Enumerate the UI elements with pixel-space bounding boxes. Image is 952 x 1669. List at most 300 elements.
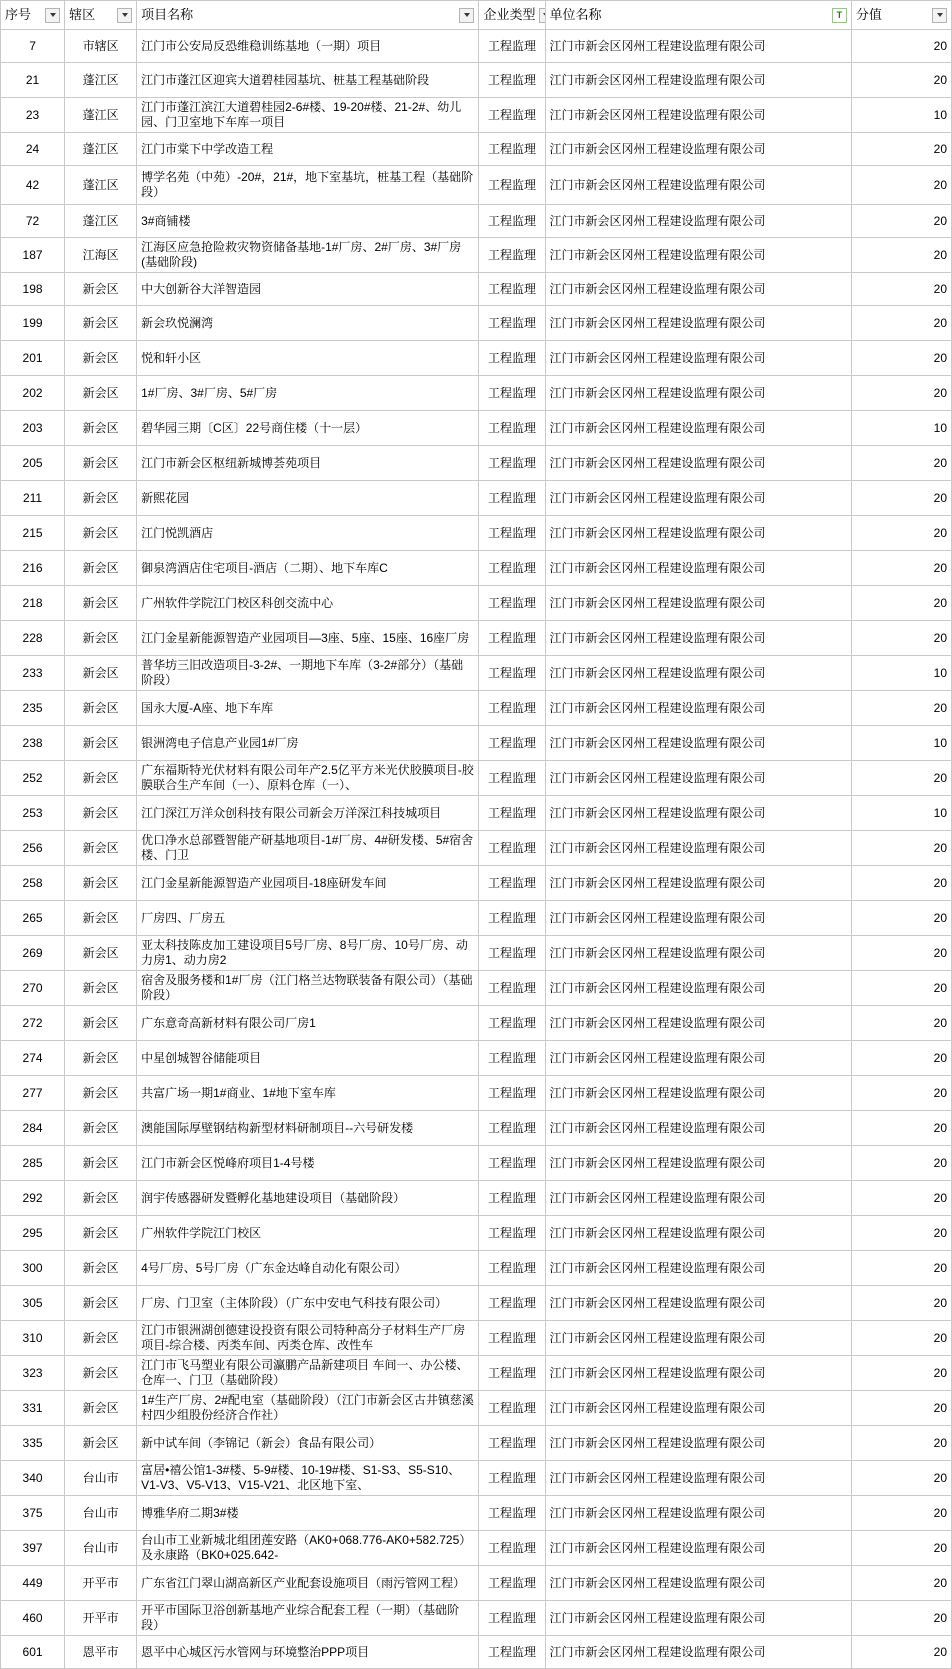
cell-district[interactable]: 台山市: [65, 1531, 137, 1566]
cell-enterprise-type[interactable]: 工程监理: [479, 446, 545, 481]
cell-enterprise-type[interactable]: 工程监理: [479, 656, 545, 691]
cell-unit-name[interactable]: 江门市新会区冈州工程建设监理有限公司: [545, 656, 851, 691]
cell-enterprise-type[interactable]: 工程监理: [479, 1566, 545, 1601]
cell-score[interactable]: 20: [851, 1111, 951, 1146]
cell-seq[interactable]: 215: [1, 516, 65, 551]
cell-unit-name[interactable]: 江门市新会区冈州工程建设监理有限公司: [545, 936, 851, 971]
cell-unit-name[interactable]: 江门市新会区冈州工程建设监理有限公司: [545, 1426, 851, 1461]
cell-project-name[interactable]: [137, 691, 479, 726]
cell-district[interactable]: 新会区: [65, 1006, 137, 1041]
cell-enterprise-type[interactable]: 工程监理: [479, 1251, 545, 1286]
cell-enterprise-type[interactable]: 工程监理: [479, 1041, 545, 1076]
cell-district[interactable]: 新会区: [65, 726, 137, 761]
table-row[interactable]: [1, 726, 952, 761]
cell-enterprise-type[interactable]: 工程监理: [479, 831, 545, 866]
cell-district[interactable]: 新会区: [65, 376, 137, 411]
cell-enterprise-type[interactable]: 工程监理: [479, 796, 545, 831]
cell-district[interactable]: 江海区: [65, 238, 137, 273]
cell-score[interactable]: 10: [851, 656, 951, 691]
cell-district[interactable]: 开平市: [65, 1601, 137, 1636]
cell-district[interactable]: 新会区: [65, 411, 137, 446]
cell-project-name[interactable]: [137, 1636, 479, 1669]
cell-project-name[interactable]: [137, 273, 479, 306]
cell-district[interactable]: 新会区: [65, 796, 137, 831]
cell-enterprise-type[interactable]: 工程监理: [479, 98, 545, 133]
cell-district[interactable]: 新会区: [65, 1041, 137, 1076]
cell-seq[interactable]: 216: [1, 551, 65, 586]
cell-district[interactable]: 新会区: [65, 691, 137, 726]
cell-district[interactable]: 台山市: [65, 1461, 137, 1496]
cell-seq[interactable]: 258: [1, 866, 65, 901]
cell-score[interactable]: 20: [851, 936, 951, 971]
table-row[interactable]: [1, 1181, 952, 1216]
table-row[interactable]: [1, 551, 952, 586]
cell-district[interactable]: 新会区: [65, 1181, 137, 1216]
cell-unit-name[interactable]: 江门市新会区冈州工程建设监理有限公司: [545, 1181, 851, 1216]
column-header-score[interactable]: [851, 1, 951, 30]
cell-district[interactable]: 新会区: [65, 516, 137, 551]
cell-district[interactable]: 开平市: [65, 1566, 137, 1601]
cell-unit-name[interactable]: 江门市新会区冈州工程建设监理有限公司: [545, 866, 851, 901]
cell-score[interactable]: 20: [851, 481, 951, 516]
cell-project-name[interactable]: [137, 516, 479, 551]
cell-enterprise-type[interactable]: 工程监理: [479, 971, 545, 1006]
cell-project-name[interactable]: [137, 1391, 479, 1426]
cell-seq[interactable]: 233: [1, 656, 65, 691]
cell-district[interactable]: 新会区: [65, 306, 137, 341]
cell-enterprise-type[interactable]: 工程监理: [479, 551, 545, 586]
cell-score[interactable]: 10: [851, 411, 951, 446]
cell-enterprise-type[interactable]: 工程监理: [479, 1006, 545, 1041]
cell-enterprise-type[interactable]: 工程监理: [479, 936, 545, 971]
cell-seq[interactable]: 72: [1, 205, 65, 238]
cell-project-name[interactable]: [137, 63, 479, 98]
cell-district[interactable]: 新会区: [65, 761, 137, 796]
cell-score[interactable]: 20: [851, 866, 951, 901]
cell-seq[interactable]: 24: [1, 133, 65, 166]
cell-unit-name[interactable]: 江门市新会区冈州工程建设监理有限公司: [545, 1391, 851, 1426]
cell-district[interactable]: 新会区: [65, 901, 137, 936]
cell-project-name[interactable]: [137, 1286, 479, 1321]
cell-score[interactable]: 20: [851, 205, 951, 238]
cell-score[interactable]: 20: [851, 1146, 951, 1181]
cell-seq[interactable]: 323: [1, 1356, 65, 1391]
cell-project-name[interactable]: [137, 1321, 479, 1356]
cell-project-name[interactable]: [137, 796, 479, 831]
cell-score[interactable]: 20: [851, 1601, 951, 1636]
cell-project-name[interactable]: [137, 1566, 479, 1601]
cell-project-name[interactable]: [137, 166, 479, 205]
cell-score[interactable]: 20: [851, 1041, 951, 1076]
filter-dropdown-icon-district[interactable]: [117, 8, 132, 23]
table-row[interactable]: [1, 656, 952, 691]
cell-district[interactable]: 新会区: [65, 1216, 137, 1251]
cell-score[interactable]: 20: [851, 238, 951, 273]
table-row[interactable]: [1, 341, 952, 376]
cell-seq[interactable]: 265: [1, 901, 65, 936]
cell-enterprise-type[interactable]: 工程监理: [479, 1426, 545, 1461]
table-row[interactable]: [1, 586, 952, 621]
table-row[interactable]: [1, 1286, 952, 1321]
cell-district[interactable]: 新会区: [65, 1426, 137, 1461]
cell-project-name[interactable]: [137, 238, 479, 273]
table-row[interactable]: [1, 30, 952, 63]
table-row[interactable]: [1, 621, 952, 656]
cell-project-name[interactable]: [137, 133, 479, 166]
cell-enterprise-type[interactable]: 工程监理: [479, 1356, 545, 1391]
cell-unit-name[interactable]: 江门市新会区冈州工程建设监理有限公司: [545, 1146, 851, 1181]
cell-score[interactable]: 20: [851, 1566, 951, 1601]
cell-unit-name[interactable]: 江门市新会区冈州工程建设监理有限公司: [545, 1321, 851, 1356]
cell-unit-name[interactable]: 江门市新会区冈州工程建设监理有限公司: [545, 971, 851, 1006]
cell-score[interactable]: 20: [851, 1636, 951, 1669]
table-row[interactable]: [1, 1636, 952, 1669]
cell-unit-name[interactable]: 江门市新会区冈州工程建设监理有限公司: [545, 1041, 851, 1076]
cell-seq[interactable]: 256: [1, 831, 65, 866]
cell-enterprise-type[interactable]: 工程监理: [479, 1111, 545, 1146]
cell-district[interactable]: 蓬江区: [65, 133, 137, 166]
cell-enterprise-type[interactable]: 工程监理: [479, 63, 545, 98]
table-row[interactable]: [1, 273, 952, 306]
cell-unit-name[interactable]: 江门市新会区冈州工程建设监理有限公司: [545, 133, 851, 166]
cell-unit-name[interactable]: 江门市新会区冈州工程建设监理有限公司: [545, 516, 851, 551]
table-row[interactable]: [1, 796, 952, 831]
cell-unit-name[interactable]: 江门市新会区冈州工程建设监理有限公司: [545, 1076, 851, 1111]
cell-unit-name[interactable]: 江门市新会区冈州工程建设监理有限公司: [545, 831, 851, 866]
cell-project-name[interactable]: [137, 1461, 479, 1496]
cell-unit-name[interactable]: 江门市新会区冈州工程建设监理有限公司: [545, 586, 851, 621]
cell-enterprise-type[interactable]: 工程监理: [479, 481, 545, 516]
cell-unit-name[interactable]: 江门市新会区冈州工程建设监理有限公司: [545, 1461, 851, 1496]
table-row[interactable]: [1, 831, 952, 866]
cell-enterprise-type[interactable]: 工程监理: [479, 1146, 545, 1181]
cell-score[interactable]: 20: [851, 761, 951, 796]
cell-seq[interactable]: 21: [1, 63, 65, 98]
cell-score[interactable]: 20: [851, 1321, 951, 1356]
cell-enterprise-type[interactable]: 工程监理: [479, 1496, 545, 1531]
cell-seq[interactable]: 253: [1, 796, 65, 831]
cell-district[interactable]: 新会区: [65, 1146, 137, 1181]
cell-score[interactable]: 20: [851, 971, 951, 1006]
cell-enterprise-type[interactable]: 工程监理: [479, 1461, 545, 1496]
cell-enterprise-type[interactable]: 工程监理: [479, 376, 545, 411]
cell-district[interactable]: 新会区: [65, 1251, 137, 1286]
cell-district[interactable]: 市辖区: [65, 30, 137, 63]
cell-seq[interactable]: 23: [1, 98, 65, 133]
cell-score[interactable]: 20: [851, 901, 951, 936]
cell-project-name[interactable]: [137, 726, 479, 761]
cell-seq[interactable]: 331: [1, 1391, 65, 1426]
cell-seq[interactable]: 295: [1, 1216, 65, 1251]
cell-score[interactable]: 20: [851, 551, 951, 586]
column-header-enterprise-type[interactable]: [479, 1, 545, 30]
cell-enterprise-type[interactable]: 工程监理: [479, 30, 545, 63]
cell-seq[interactable]: 198: [1, 273, 65, 306]
cell-enterprise-type[interactable]: 工程监理: [479, 1636, 545, 1669]
cell-score[interactable]: 20: [851, 1076, 951, 1111]
cell-enterprise-type[interactable]: 工程监理: [479, 516, 545, 551]
cell-seq[interactable]: 42: [1, 166, 65, 205]
table-row[interactable]: [1, 1531, 952, 1566]
table-row[interactable]: [1, 166, 952, 205]
table-row[interactable]: [1, 1461, 952, 1496]
cell-unit-name[interactable]: 江门市新会区冈州工程建设监理有限公司: [545, 481, 851, 516]
cell-project-name[interactable]: [137, 1356, 479, 1391]
cell-enterprise-type[interactable]: 工程监理: [479, 411, 545, 446]
cell-unit-name[interactable]: 江门市新会区冈州工程建设监理有限公司: [545, 1006, 851, 1041]
cell-project-name[interactable]: [137, 446, 479, 481]
table-row[interactable]: [1, 1146, 952, 1181]
cell-score[interactable]: 20: [851, 1461, 951, 1496]
cell-district[interactable]: 蓬江区: [65, 205, 137, 238]
column-header-project[interactable]: [137, 1, 479, 30]
cell-district[interactable]: 蓬江区: [65, 63, 137, 98]
cell-score[interactable]: 20: [851, 1391, 951, 1426]
cell-score[interactable]: 10: [851, 726, 951, 761]
table-row[interactable]: [1, 481, 952, 516]
table-row[interactable]: [1, 1321, 952, 1356]
table-row[interactable]: [1, 98, 952, 133]
cell-seq[interactable]: 449: [1, 1566, 65, 1601]
cell-score[interactable]: 20: [851, 446, 951, 481]
cell-project-name[interactable]: [137, 1496, 479, 1531]
cell-score[interactable]: 20: [851, 1251, 951, 1286]
cell-district[interactable]: 新会区: [65, 341, 137, 376]
cell-project-name[interactable]: [137, 1251, 479, 1286]
cell-project-name[interactable]: [137, 551, 479, 586]
cell-district[interactable]: 新会区: [65, 481, 137, 516]
cell-seq[interactable]: 270: [1, 971, 65, 1006]
cell-enterprise-type[interactable]: 工程监理: [479, 341, 545, 376]
cell-unit-name[interactable]: 江门市新会区冈州工程建设监理有限公司: [545, 166, 851, 205]
cell-seq[interactable]: 300: [1, 1251, 65, 1286]
cell-unit-name[interactable]: 江门市新会区冈州工程建设监理有限公司: [545, 1356, 851, 1391]
table-row[interactable]: [1, 446, 952, 481]
cell-seq[interactable]: 203: [1, 411, 65, 446]
cell-unit-name[interactable]: 江门市新会区冈州工程建设监理有限公司: [545, 901, 851, 936]
cell-project-name[interactable]: [137, 1216, 479, 1251]
cell-enterprise-type[interactable]: 工程监理: [479, 1601, 545, 1636]
cell-enterprise-type[interactable]: 工程监理: [479, 726, 545, 761]
cell-unit-name[interactable]: 江门市新会区冈州工程建设监理有限公司: [545, 1216, 851, 1251]
cell-score[interactable]: 20: [851, 30, 951, 63]
cell-unit-name[interactable]: 江门市新会区冈州工程建设监理有限公司: [545, 1496, 851, 1531]
column-header-unit[interactable]: [545, 1, 851, 30]
cell-unit-name[interactable]: 江门市新会区冈州工程建设监理有限公司: [545, 1601, 851, 1636]
cell-district[interactable]: 新会区: [65, 656, 137, 691]
cell-project-name[interactable]: [137, 376, 479, 411]
cell-district[interactable]: 新会区: [65, 1391, 137, 1426]
cell-score[interactable]: 20: [851, 1216, 951, 1251]
filter-dropdown-icon-project[interactable]: [459, 8, 474, 23]
table-row[interactable]: [1, 1426, 952, 1461]
table-row[interactable]: [1, 63, 952, 98]
cell-seq[interactable]: 340: [1, 1461, 65, 1496]
cell-seq[interactable]: 277: [1, 1076, 65, 1111]
cell-district[interactable]: 新会区: [65, 866, 137, 901]
table-row[interactable]: [1, 133, 952, 166]
cell-project-name[interactable]: [137, 901, 479, 936]
cell-score[interactable]: 20: [851, 273, 951, 306]
cell-district[interactable]: 新会区: [65, 1111, 137, 1146]
cell-district[interactable]: 新会区: [65, 1321, 137, 1356]
cell-enterprise-type[interactable]: 工程监理: [479, 866, 545, 901]
cell-project-name[interactable]: [137, 866, 479, 901]
cell-seq[interactable]: 305: [1, 1286, 65, 1321]
cell-project-name[interactable]: [137, 30, 479, 63]
cell-seq[interactable]: 601: [1, 1636, 65, 1669]
cell-project-name[interactable]: [137, 205, 479, 238]
cell-score[interactable]: 20: [851, 1496, 951, 1531]
cell-unit-name[interactable]: 江门市新会区冈州工程建设监理有限公司: [545, 98, 851, 133]
table-row[interactable]: [1, 238, 952, 273]
cell-seq[interactable]: 272: [1, 1006, 65, 1041]
cell-seq[interactable]: 228: [1, 621, 65, 656]
cell-project-name[interactable]: [137, 1601, 479, 1636]
cell-enterprise-type[interactable]: 工程监理: [479, 205, 545, 238]
cell-enterprise-type[interactable]: 工程监理: [479, 166, 545, 205]
cell-district[interactable]: 新会区: [65, 446, 137, 481]
table-row[interactable]: [1, 376, 952, 411]
cell-enterprise-type[interactable]: 工程监理: [479, 306, 545, 341]
cell-project-name[interactable]: [137, 1006, 479, 1041]
cell-seq[interactable]: 269: [1, 936, 65, 971]
cell-seq[interactable]: 218: [1, 586, 65, 621]
cell-unit-name[interactable]: 江门市新会区冈州工程建设监理有限公司: [545, 238, 851, 273]
cell-project-name[interactable]: [137, 656, 479, 691]
cell-seq[interactable]: 284: [1, 1111, 65, 1146]
cell-unit-name[interactable]: 江门市新会区冈州工程建设监理有限公司: [545, 1566, 851, 1601]
cell-enterprise-type[interactable]: 工程监理: [479, 1076, 545, 1111]
cell-unit-name[interactable]: 江门市新会区冈州工程建设监理有限公司: [545, 621, 851, 656]
cell-score[interactable]: 10: [851, 98, 951, 133]
cell-enterprise-type[interactable]: 工程监理: [479, 901, 545, 936]
cell-enterprise-type[interactable]: 工程监理: [479, 621, 545, 656]
cell-project-name[interactable]: [137, 1041, 479, 1076]
cell-enterprise-type[interactable]: 工程监理: [479, 761, 545, 796]
cell-seq[interactable]: 310: [1, 1321, 65, 1356]
cell-district[interactable]: 新会区: [65, 1356, 137, 1391]
cell-score[interactable]: 20: [851, 63, 951, 98]
cell-project-name[interactable]: [137, 761, 479, 796]
cell-district[interactable]: 新会区: [65, 1286, 137, 1321]
cell-seq[interactable]: 292: [1, 1181, 65, 1216]
cell-project-name[interactable]: [137, 1531, 479, 1566]
cell-score[interactable]: 20: [851, 1531, 951, 1566]
cell-project-name[interactable]: [137, 1111, 479, 1146]
cell-enterprise-type[interactable]: 工程监理: [479, 1391, 545, 1426]
cell-district[interactable]: 新会区: [65, 273, 137, 306]
cell-enterprise-type[interactable]: 工程监理: [479, 133, 545, 166]
cell-project-name[interactable]: [137, 306, 479, 341]
table-row[interactable]: [1, 691, 952, 726]
cell-unit-name[interactable]: 江门市新会区冈州工程建设监理有限公司: [545, 726, 851, 761]
cell-score[interactable]: 20: [851, 1006, 951, 1041]
cell-score[interactable]: 20: [851, 1356, 951, 1391]
cell-project-name[interactable]: [137, 831, 479, 866]
cell-score[interactable]: 20: [851, 166, 951, 205]
cell-district[interactable]: 恩平市: [65, 1636, 137, 1669]
table-row[interactable]: [1, 205, 952, 238]
cell-enterprise-type[interactable]: 工程监理: [479, 1531, 545, 1566]
cell-unit-name[interactable]: 江门市新会区冈州工程建设监理有限公司: [545, 63, 851, 98]
cell-unit-name[interactable]: 江门市新会区冈州工程建设监理有限公司: [545, 1286, 851, 1321]
cell-project-name[interactable]: [137, 1146, 479, 1181]
cell-project-name[interactable]: [137, 98, 479, 133]
cell-seq[interactable]: 252: [1, 761, 65, 796]
cell-unit-name[interactable]: 江门市新会区冈州工程建设监理有限公司: [545, 551, 851, 586]
table-row[interactable]: [1, 306, 952, 341]
cell-district[interactable]: 新会区: [65, 831, 137, 866]
table-row[interactable]: [1, 761, 952, 796]
table-row[interactable]: [1, 901, 952, 936]
table-row[interactable]: [1, 1496, 952, 1531]
cell-project-name[interactable]: [137, 341, 479, 376]
cell-seq[interactable]: 460: [1, 1601, 65, 1636]
cell-seq[interactable]: 274: [1, 1041, 65, 1076]
cell-district[interactable]: 新会区: [65, 971, 137, 1006]
cell-seq[interactable]: 202: [1, 376, 65, 411]
cell-score[interactable]: 20: [851, 306, 951, 341]
cell-district[interactable]: 新会区: [65, 551, 137, 586]
filter-dropdown-icon-score[interactable]: [932, 8, 947, 23]
cell-seq[interactable]: 187: [1, 238, 65, 273]
cell-project-name[interactable]: [137, 971, 479, 1006]
cell-project-name[interactable]: [137, 1181, 479, 1216]
cell-score[interactable]: 20: [851, 1426, 951, 1461]
cell-unit-name[interactable]: 江门市新会区冈州工程建设监理有限公司: [545, 30, 851, 63]
table-row[interactable]: [1, 1391, 952, 1426]
table-row[interactable]: [1, 1111, 952, 1146]
cell-unit-name[interactable]: 江门市新会区冈州工程建设监理有限公司: [545, 1111, 851, 1146]
cell-unit-name[interactable]: 江门市新会区冈州工程建设监理有限公司: [545, 446, 851, 481]
cell-seq[interactable]: 335: [1, 1426, 65, 1461]
table-row[interactable]: [1, 1076, 952, 1111]
table-row[interactable]: [1, 1006, 952, 1041]
cell-score[interactable]: 20: [851, 621, 951, 656]
cell-enterprise-type[interactable]: 工程监理: [479, 691, 545, 726]
cell-enterprise-type[interactable]: 工程监理: [479, 1286, 545, 1321]
cell-seq[interactable]: 211: [1, 481, 65, 516]
cell-district[interactable]: 新会区: [65, 1076, 137, 1111]
cell-enterprise-type[interactable]: 工程监理: [479, 586, 545, 621]
cell-district[interactable]: 蓬江区: [65, 166, 137, 205]
cell-unit-name[interactable]: 江门市新会区冈州工程建设监理有限公司: [545, 273, 851, 306]
cell-project-name[interactable]: [137, 411, 479, 446]
cell-unit-name[interactable]: 江门市新会区冈州工程建设监理有限公司: [545, 376, 851, 411]
cell-project-name[interactable]: [137, 481, 479, 516]
cell-unit-name[interactable]: 江门市新会区冈州工程建设监理有限公司: [545, 205, 851, 238]
cell-project-name[interactable]: [137, 621, 479, 656]
cell-unit-name[interactable]: 江门市新会区冈州工程建设监理有限公司: [545, 306, 851, 341]
cell-project-name[interactable]: [137, 1076, 479, 1111]
cell-unit-name[interactable]: 江门市新会区冈州工程建设监理有限公司: [545, 796, 851, 831]
cell-seq[interactable]: 199: [1, 306, 65, 341]
table-row[interactable]: [1, 866, 952, 901]
table-row[interactable]: [1, 1251, 952, 1286]
table-row[interactable]: [1, 971, 952, 1006]
cell-seq[interactable]: 7: [1, 30, 65, 63]
table-row[interactable]: [1, 1216, 952, 1251]
cell-score[interactable]: 20: [851, 586, 951, 621]
table-row[interactable]: [1, 516, 952, 551]
cell-score[interactable]: 20: [851, 341, 951, 376]
table-row[interactable]: [1, 1601, 952, 1636]
cell-enterprise-type[interactable]: 工程监理: [479, 1181, 545, 1216]
cell-district[interactable]: 新会区: [65, 586, 137, 621]
cell-project-name[interactable]: [137, 1426, 479, 1461]
table-row[interactable]: [1, 411, 952, 446]
